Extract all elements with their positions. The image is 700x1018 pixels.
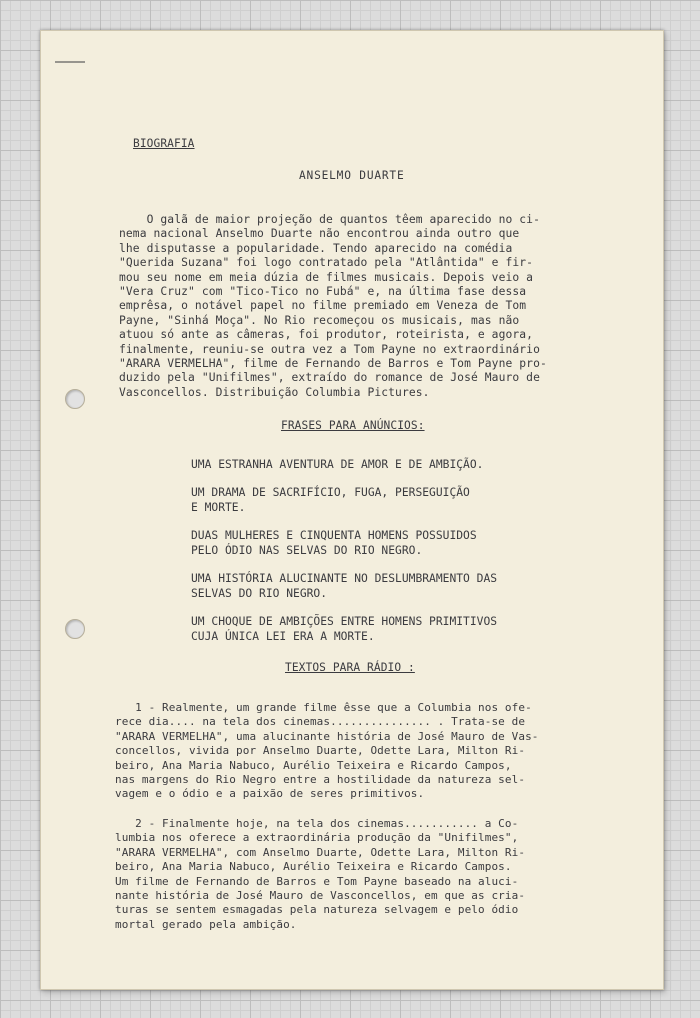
phrase-item: UM DRAMA DE SACRIFÍCIO, FUGA, PERSEGUIÇÃO E MORTE.: [191, 485, 470, 514]
radio-text-1: 1 - Realmente, um grande filme êsse que a Columbia nos ofe- rece dia.... na tela dos cinemas............... . Trata-se de "ARARA VERMELHA", uma alucinante história de José Mauro de Vas- concellos, vivida por Anselmo Duarte, Odette Lara, Milton Ri- beiro, Ana Maria Nabuco, Aurélio Teixeira e Ricardo Campos, nas margens do Rio Negro entre a hostilidade da natureza sel- vagem e o ódio e a paixão de seres primitivos.: [115, 701, 539, 801]
phrase-list: [191, 457, 497, 657]
phrase-item: UMA HISTÓRIA ALUCINANTE NO DESLUMBRAMENTO DAS SELVAS DO RIO NEGRO.: [191, 571, 498, 600]
punch-hole-bottom: [65, 619, 85, 639]
pencil-mark: [55, 61, 85, 63]
section-heading-radio: TEXTOS PARA RÁDIO :: [285, 661, 415, 674]
person-name: ANSELMO DUARTE: [299, 169, 405, 182]
phrase-item: UMA ESTRANHA AVENTURA DE AMOR E DE AMBIÇÃO.: [191, 458, 484, 471]
phrase-item: UM CHOQUE DE AMBIÇÕES ENTRE HOMENS PRIMITIVOS CUJA ÚNICA LEI ERA A MORTE.: [191, 614, 498, 643]
section-heading-biografia: BIOGRAFIA: [133, 137, 195, 150]
phrase-item: DUAS MULHERES E CINQUENTA HOMENS POSSUIDOS PELO ÓDIO NAS SELVAS DO RIO NEGRO.: [191, 528, 477, 557]
biography-paragraph: O galã de maior projeção de quantos têem aparecido no ci- nema nacional Anselmo Duarte não encontrou ainda outro que lhe disputasse a popularidade. Tendo aparecido na comédia "Querida Suzana" foi logo contratado pela "Atlântida" e fir- mou seu nome em meia dúzia de filmes musicais. Depois veio a "Vera Cruz" com "Tico-Tico no Fubá" e, na última fase dessa emprêsa, o notável papel no filme premiado em Veneza de Tom Payne, "Sinhá Moça". No Rio recomeçou os musicais, mas não atuou só ante as câmeras, foi produtor, roteirista, e agora, finalmente, reuniu-se outra vez a Tom Payne no extraordinário "ARARA VERMELHA", filme de Fernando de Barros e Tom Payne pro- duzido pela "Unifilmes", extraído do romance de José Mauro de Vasconcellos. Distribuição Columbia Pictures.: [119, 213, 547, 399]
radio-text-2: 2 - Finalmente hoje, na tela dos cinemas........... a Co- lumbia nos oferece a extraordinária produção da "Unifilmes", "ARARA VERMELHA", com Anselmo Duarte, Odette Lara, Milton Ri- beiro, Ana Maria Nabuco, Aurélio Teixeira e Ricardo Campos. Um filme de Fernando de Barros e Tom Payne baseado na aluci- nante história de José Mauro de Vasconcellos, em que as cria- turas se sentem esmagadas pela natureza selvagem e pelo ódio mortal gerado pela ambição.: [115, 817, 526, 931]
section-heading-frases: FRASES PARA ANÚNCIOS:: [281, 419, 425, 432]
punch-hole-top: [65, 389, 85, 409]
typed-page: [40, 30, 664, 990]
